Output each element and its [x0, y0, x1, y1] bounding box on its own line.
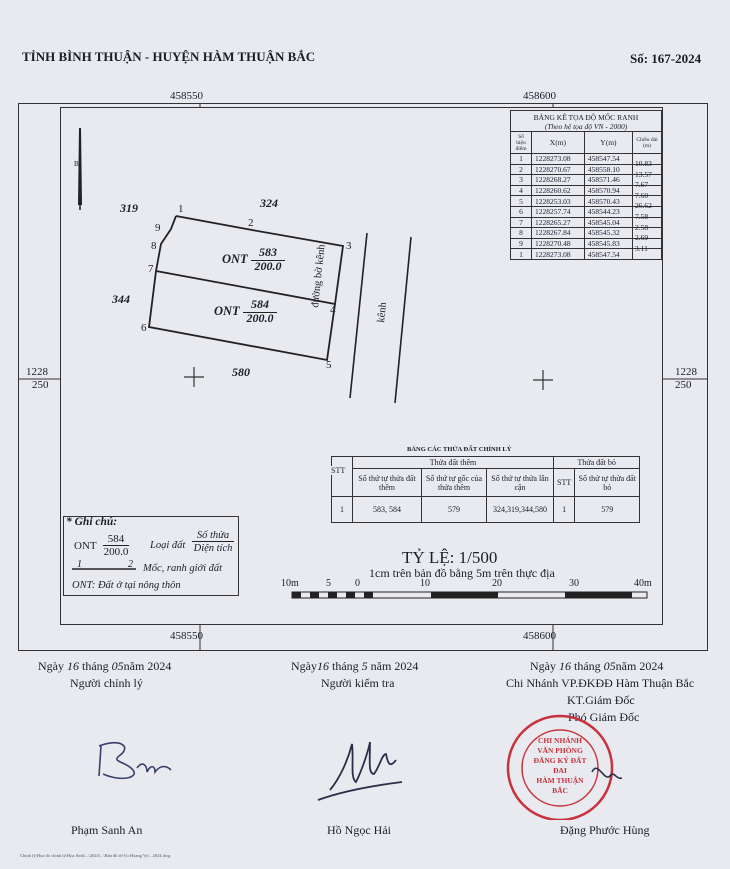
group-removed: Thửa đất bỏ: [554, 457, 640, 469]
legend-code: ONT: [74, 540, 97, 552]
table-row: [511, 164, 662, 175]
table-row: [511, 206, 662, 217]
table-cell: 1: [511, 249, 532, 260]
scale-tick: 5: [326, 578, 331, 589]
scale-bar: [290, 589, 655, 603]
file-path-footer: Chinh lý\Hoa do chinh lý\Hoa Sinh\...\2024\...\Bản đồ tờ\Vu Hoang Vy\...2024.dwg: [20, 853, 171, 858]
point-label: 4: [330, 304, 336, 316]
north-label: B: [74, 160, 79, 168]
legend-ont-text: ONT: Đất ở tại nông thôn: [72, 580, 181, 591]
legend-num-label: Số thửa: [192, 530, 234, 542]
table-row: [511, 185, 662, 196]
table-cell: 2: [511, 164, 532, 175]
table-cell: 7: [511, 217, 532, 228]
table-cell: 1: [511, 154, 532, 165]
col-header: Y(m): [584, 132, 632, 154]
legend-title-text: Ghi chú:: [74, 516, 118, 528]
table-cell: 1: [554, 497, 575, 523]
parcel-584-code: ONT: [214, 304, 240, 318]
length-cell: [633, 217, 662, 232]
table-cell: 458547.54: [584, 154, 632, 165]
table-cell: 458544.23: [584, 206, 632, 217]
col-header: Số thứ tự thửa lân cận: [487, 469, 554, 497]
table-row: [511, 154, 662, 165]
signature-checker: [310, 730, 420, 810]
legend-pt2: 2: [128, 559, 133, 570]
table-cell: 1228265.27: [532, 217, 585, 228]
point-label: 2: [248, 217, 254, 229]
table-cell: 458545.32: [584, 228, 632, 239]
col-header: Số thứ tự gốc của thửa thêm: [422, 469, 487, 497]
coordinate-table: [510, 110, 662, 260]
table-cell: 458570.94: [584, 185, 632, 196]
parcel-584-number: 584: [243, 297, 277, 313]
scale-description: 1cm trên bản đồ bằng 5m trên thực địa: [369, 566, 555, 580]
name-director: Đặng Phước Hùng: [560, 823, 650, 837]
table-cell: 9: [511, 238, 532, 249]
length-value: 7.58: [635, 211, 649, 221]
group-added: Thửa đất thêm: [353, 457, 554, 469]
table-row: [511, 217, 662, 228]
table-row: [511, 228, 662, 239]
document-number: Số: 167-2024: [630, 51, 702, 66]
point-label: 6: [141, 322, 147, 334]
neighbor-parcel-319: 319: [120, 201, 138, 215]
table-cell: 1228257.74: [532, 206, 585, 217]
legend-pt1: 1: [77, 559, 82, 570]
length-cell: [633, 228, 662, 243]
length-value: 2.69: [635, 233, 649, 243]
parcel-584-area: 200.0: [246, 311, 274, 325]
name-checker: Hồ Ngọc Hải: [327, 823, 391, 837]
length-value: 7.67: [635, 180, 649, 190]
table-cell: 1228273.08: [532, 154, 585, 165]
scale-tick: 10: [420, 578, 430, 589]
table-cell: 6: [511, 206, 532, 217]
coord-bottom-right: 458600: [523, 630, 556, 642]
table-cell: 4: [511, 185, 532, 196]
legend-number: 584: [103, 533, 129, 546]
table-cell: 458547.54: [584, 249, 632, 260]
legend-area-label: Diện tích: [193, 543, 233, 554]
length-cell: [633, 175, 662, 190]
scale-tick: 0: [355, 578, 360, 589]
legend-title: * Ghi chú:: [66, 516, 118, 528]
signature-editor: [85, 728, 195, 798]
table-cell: 1228273.08: [532, 249, 585, 260]
table-cell: 1228253.03: [532, 196, 585, 207]
date-director: Ngày 16 tháng 05năm 2024: [530, 659, 664, 673]
scale-tick: 20: [492, 578, 502, 589]
table-cell: 1228260.62: [532, 185, 585, 196]
role-kt: KT.Giám Đốc: [567, 693, 635, 707]
legend-area: 200.0: [103, 546, 129, 558]
coord-top-left: 458550: [170, 90, 203, 102]
table-cell: 1228267.84: [532, 228, 585, 239]
point-label: 9: [155, 222, 161, 234]
role-deputy: Phó Giám Đốc: [568, 710, 640, 724]
coord-bottom-left: 458550: [170, 630, 203, 642]
point-label: 8: [151, 240, 157, 252]
role-editor: Người chỉnh lý: [70, 676, 143, 690]
table-cell: 458545.83: [584, 238, 632, 249]
coord-top-right: 458600: [523, 90, 556, 102]
length-cell: [633, 249, 662, 260]
length-value: 3.11: [635, 243, 648, 253]
table-row: [511, 249, 662, 260]
length-value: 10.83: [635, 159, 652, 168]
length-value: 26.62: [635, 201, 652, 211]
table-row: [511, 196, 662, 207]
scale-tick: 10m: [281, 578, 299, 589]
coord-table-title: BẢNG KÊ TỌA ĐỘ MỐC RANH: [533, 113, 639, 122]
table-cell: 3: [511, 175, 532, 186]
stt-header: STT: [331, 466, 346, 475]
province-title: TỈNH BÌNH THUẬN - HUYỆN HÀM THUẬN BẮC: [22, 49, 316, 64]
role-office: Chi Nhánh VP.ĐKĐĐ Hàm Thuận Bắc: [506, 676, 695, 690]
table-cell: 579: [422, 497, 487, 523]
scale-title: TỶ LỆ: 1/500: [402, 548, 498, 567]
neighbor-parcel-580: 580: [232, 365, 250, 379]
parcel-583-area: 200.0: [254, 259, 282, 273]
north-arrow-icon: [78, 128, 82, 210]
col-header: Chiều dài (m): [633, 132, 662, 154]
table-cell: 8: [511, 228, 532, 239]
length-cell: [633, 206, 662, 221]
table-cell: 1228270.67: [532, 164, 585, 175]
length-cell: [633, 164, 662, 179]
table-cell: 1228268.27: [532, 175, 585, 186]
table-cell: 1: [332, 497, 353, 523]
coord-right-top: 1228: [675, 366, 697, 378]
table-cell: 324,319,344,580: [487, 497, 554, 523]
point-label: 3: [346, 240, 352, 252]
role-checker: Người kiểm tra: [321, 676, 395, 690]
col-header: STT: [554, 469, 575, 497]
name-editor: Phạm Sanh An: [71, 823, 143, 837]
parcel-583-code: ONT: [222, 252, 248, 266]
col-header: Số thứ tự thửa đất thêm: [353, 469, 422, 497]
point-label: 5: [326, 359, 332, 371]
table-row: [511, 175, 662, 186]
col-header: X(m): [532, 132, 585, 154]
coord-left-top: 1228: [26, 366, 48, 378]
coord-right-bottom: 250: [675, 379, 692, 391]
table-cell: 458570.43: [584, 196, 632, 207]
table-cell: 458545.04: [584, 217, 632, 228]
col-header: Số hiệu điểm: [511, 132, 532, 154]
scale-tick: 40m: [634, 578, 652, 589]
table-cell: 579: [575, 497, 640, 523]
date-checker: Ngày16 tháng 5 năm 2024: [291, 659, 419, 673]
scale-tick: 30: [569, 578, 579, 589]
neighbor-parcel-344: 344: [112, 292, 130, 306]
boundary-line-icon: [70, 566, 140, 572]
neighbor-parcel-324: 324: [260, 196, 278, 210]
point-label: 1: [178, 203, 184, 215]
legend-marker-text: Mốc, ranh giới đất: [143, 563, 223, 574]
road-label: đường bờ kênh: [310, 243, 328, 309]
split-parcels-table: [331, 456, 640, 523]
length-cell: [633, 238, 662, 253]
length-value: 7.60: [635, 190, 649, 200]
canal-label: kênh: [376, 301, 390, 324]
length-value: 13.57: [635, 169, 652, 179]
point-label: 7: [148, 263, 154, 275]
table-row: [511, 238, 662, 249]
table-cell: 1228270.48: [532, 238, 585, 249]
legend-type-label: Loại đất: [150, 540, 186, 551]
length-cell: [633, 185, 662, 200]
date-editor: Ngày 16 tháng 05năm 2024: [38, 659, 172, 673]
table-cell: 458571.46: [584, 175, 632, 186]
table-cell: 458558.10: [584, 164, 632, 175]
coord-left-bottom: 250: [32, 379, 49, 391]
length-cell: [633, 154, 662, 168]
col-header: Số thứ tự thửa đất bỏ: [575, 469, 640, 497]
length-cell: [633, 196, 662, 211]
table-cell: 5: [511, 196, 532, 207]
length-value: 2.58: [635, 222, 649, 232]
seal-text: CHI NHÁNH VĂN PHÒNG ĐĂNG KÝ ĐẤT ĐAI HÀM THUẬN BẮC: [533, 736, 587, 795]
parcel-583-number: 583: [251, 245, 285, 261]
split-table-title: BẢNG CÁC THỬA ĐẤT CHỈNH LÝ: [407, 446, 512, 453]
table-cell: 583, 584: [353, 497, 422, 523]
coord-table-subtitle: (Theo hệ tọa độ VN - 2000): [544, 122, 628, 131]
